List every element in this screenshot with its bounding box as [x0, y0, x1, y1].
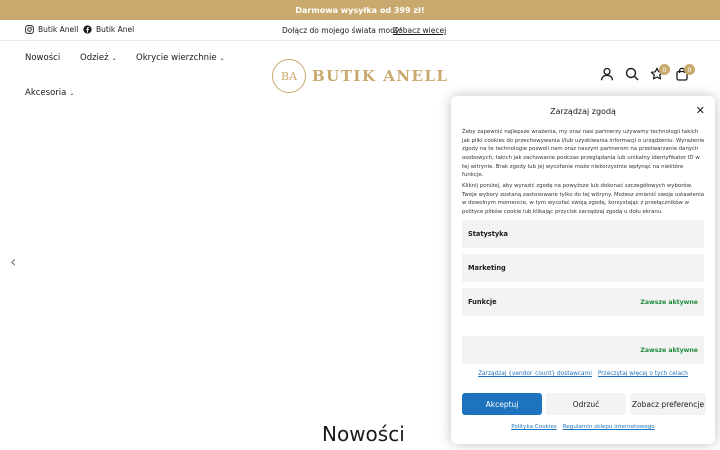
manage-vendors-link[interactable]: Zarządzaj {vendor_count} dostawcami: [478, 371, 592, 377]
instagram-icon: [25, 25, 34, 34]
search-icon[interactable]: [625, 67, 639, 81]
chevron-down-icon: ⌄: [219, 54, 225, 62]
consent-row-marketing[interactable]: [462, 254, 704, 282]
consent-row-status: Zawsze aktywne: [640, 298, 698, 306]
wishlist-count-badge: 0: [659, 64, 670, 75]
consent-row-preferences[interactable]: [462, 336, 704, 364]
promo-bar: [0, 0, 720, 20]
nav-item-label: Odzież: [80, 53, 109, 63]
logo[interactable]: [272, 58, 450, 94]
chevron-down-icon: ⌄: [69, 89, 75, 97]
nav-item-label: Akcesoria: [25, 88, 67, 98]
nav-item-label: Nowości: [25, 53, 61, 63]
close-icon[interactable]: ✕: [695, 104, 705, 117]
slider-prev-arrow[interactable]: ‹: [10, 252, 17, 271]
consent-row-label: Funkcje: [468, 298, 497, 306]
facebook-label: Butik Anel: [96, 25, 135, 34]
consent-paragraph-1: Żeby zapewnić najlepsze wrażenia, my oraz nasi partnerzy używamy technologii takich jak pliki cookies do przechowywania i/lub uzyskiwania informacji o urządzeniu. Wyrażenie zgody na te technologie pozwoli nam oraz naszym partnerom na przetwarzanie danych osobowych, takich jak zachowanie podczas przeglądania lub unikalny identyfikator ID w tej witrynie. Brak zgody lub jej wycofanie może niekorzystnie wpłynąć na niektóre funkcje.: [462, 129, 705, 179]
join-text: Dołącz do mojego świata mody!: [282, 26, 403, 35]
promo-text: Darmowa wysyłka od 399 zł!: [295, 5, 425, 15]
logo-mark: BA: [272, 59, 306, 93]
consent-links: [451, 371, 715, 377]
deny-button[interactable]: Odrzuć: [546, 393, 626, 415]
see-more-link[interactable]: Zobacz więcej: [393, 26, 447, 35]
consent-row-label: Statystyka: [468, 230, 509, 238]
nav-item-outerwear[interactable]: [136, 53, 225, 63]
consent-paragraph-2: Kliknij poniżej, aby wyrazić zgodę na powyższe lub dokonać szczegółowych wyborów. Twoje wybory zostaną zastosowane tylko do tej witryny. Możesz zmienić swoje ustawienia w dowolnym momencie, w tym wycofać swoją zgodę, korzystając z przełączników w polityce plików cookie lub klikając przycisk zarządzaj zgodą u dołu ekranu.: [462, 183, 705, 215]
consent-row-label: Marketing: [468, 264, 506, 272]
consent-row-statistics[interactable]: [462, 220, 704, 248]
shop-terms-link[interactable]: Regulamin sklepu internetowego: [562, 424, 655, 430]
nav-item-label: Okrycie wierzchnie: [136, 53, 217, 63]
consent-row-status: Zawsze aktywne: [640, 346, 698, 354]
cart-count-badge: 0: [684, 64, 695, 75]
consent-title: Zarządzaj zgodą: [550, 107, 616, 116]
nav-item-new[interactable]: [25, 53, 60, 63]
account-icon[interactable]: [600, 67, 614, 81]
nav-item-accessories[interactable]: [25, 88, 74, 98]
nav-item-clothing[interactable]: [80, 53, 117, 63]
consent-footer-links: [451, 424, 715, 430]
section-title: Nowości: [322, 422, 405, 446]
instagram-label: Butik Anell: [38, 25, 79, 34]
read-purposes-link[interactable]: Przeczytaj więcej o tych celach: [597, 371, 688, 377]
logo-text: BUTIK ANELL: [312, 67, 449, 85]
view-preferences-button[interactable]: Zobacz preferencje: [630, 393, 706, 415]
facebook-icon: [83, 25, 92, 34]
cookie-policy-link[interactable]: Polityka Cookies: [511, 424, 557, 430]
facebook-link[interactable]: [83, 25, 134, 34]
top-bar: [0, 20, 720, 41]
accept-button[interactable]: Akceptuj: [462, 393, 542, 415]
chevron-down-icon: ⌄: [111, 54, 117, 62]
consent-row-functional[interactable]: [462, 288, 704, 316]
instagram-link[interactable]: [25, 25, 78, 34]
cookie-consent-dialog: [451, 96, 715, 444]
